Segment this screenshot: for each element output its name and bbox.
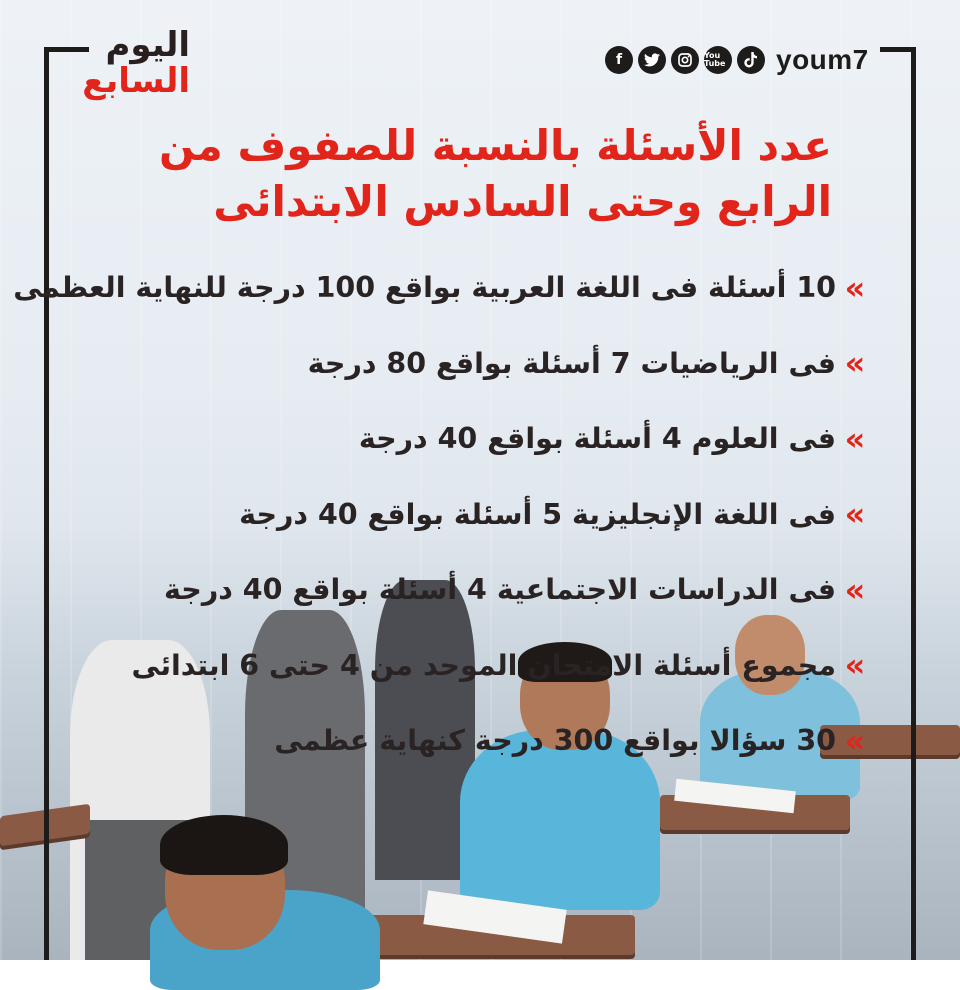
bullet-icon: » — [844, 268, 866, 307]
instagram-icon[interactable] — [671, 46, 699, 74]
list-item — [74, 628, 874, 704]
list-item-text: فى الدراسات الاجتماعية 4 أسئلة بواقع 40 درجة — [164, 573, 836, 607]
list-item — [74, 477, 874, 553]
twitter-icon[interactable] — [638, 46, 666, 74]
bullet-icon: » — [844, 721, 866, 760]
list-item-text: 10 أسئلة فى اللغة العربية بواقع 100 درجة للنهاية العظمى — [13, 271, 836, 305]
title-line2: الرابع وحتى السادس الابتدائى — [213, 177, 832, 226]
infographic-title — [132, 118, 832, 230]
bullet-icon: » — [844, 419, 866, 458]
list-item — [74, 401, 874, 477]
list-item-text: مجموع أسئلة الامتحان الموحد من 4 حتى 6 ابتدائى — [131, 648, 836, 682]
frame-left — [44, 47, 49, 960]
list-item-text: فى العلوم 4 أسئلة بواقع 40 درجة — [358, 422, 836, 456]
facebook-icon[interactable]: f — [605, 46, 633, 74]
list-item — [74, 326, 874, 402]
brand-handle: youm7 — [776, 44, 869, 75]
list-item — [74, 703, 874, 779]
bullet-icon: » — [844, 495, 866, 534]
list-item-text: فى اللغة الإنجليزية 5 أسئلة بواقع 40 درجة — [239, 497, 836, 531]
youtube-icon[interactable]: You Tube — [704, 46, 732, 74]
tiktok-icon[interactable] — [737, 46, 765, 74]
youm7-logo — [80, 25, 190, 101]
list-item — [74, 552, 874, 628]
social-bar — [605, 44, 869, 76]
logo-line1: اليوم — [105, 25, 190, 65]
frame-right — [911, 47, 916, 960]
bullet-icon: » — [844, 344, 866, 383]
questions-list — [13, 250, 874, 779]
list-item-text: 30 سؤالا بواقع 300 درجة كنهاية عظمى — [274, 724, 836, 758]
bullet-icon: » — [844, 646, 866, 685]
list-item — [13, 250, 874, 326]
list-item-text: فى الرياضيات 7 أسئلة بواقع 80 درجة — [307, 346, 836, 380]
student-hair — [160, 815, 288, 875]
title-line1: عدد الأسئلة بالنسبة للصفوف من — [159, 121, 832, 170]
logo-line2-text: السابع — [82, 61, 190, 101]
bullet-icon: » — [844, 570, 866, 609]
logo-line2 — [80, 61, 190, 101]
